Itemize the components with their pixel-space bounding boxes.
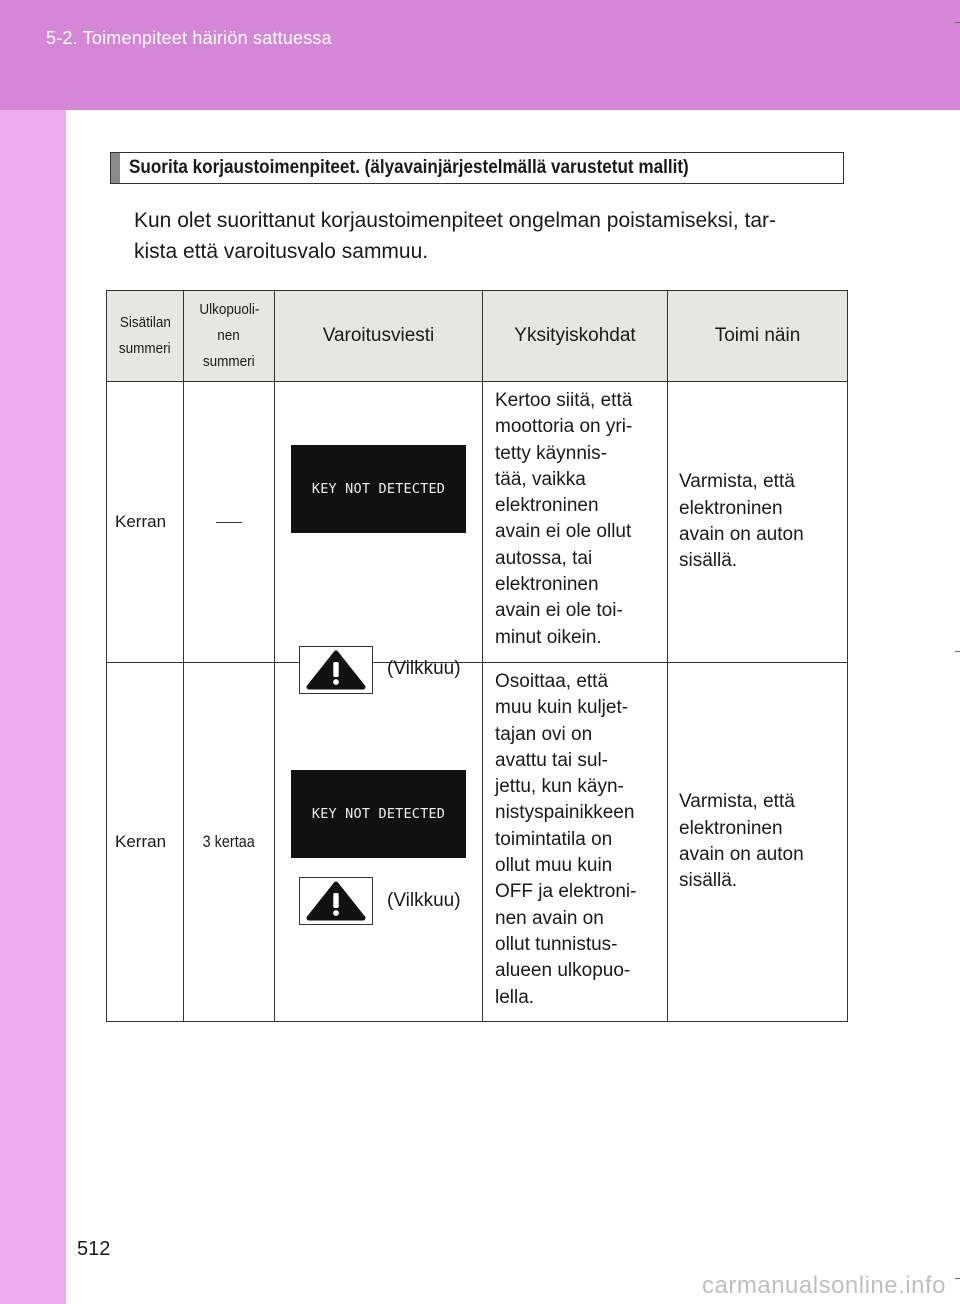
header-internal-l2: summeri bbox=[119, 340, 171, 357]
warning-light-box bbox=[299, 877, 373, 925]
header-band bbox=[0, 0, 960, 110]
detail-line: ollut tunnistus- bbox=[495, 933, 618, 955]
external-buzzer-count: 3 kertaa bbox=[202, 832, 256, 851]
dash-none bbox=[216, 522, 242, 523]
detail-line: nistyspainikkeen bbox=[495, 802, 635, 824]
warning-message-cell bbox=[275, 663, 483, 1022]
details-cell bbox=[483, 382, 668, 663]
internal-buzzer-cell: Kerran bbox=[107, 382, 184, 663]
detail-line: Osoittaa, että bbox=[495, 671, 609, 692]
detail-line: toimintatila on bbox=[495, 828, 613, 850]
detail-line: tetty käynnis- bbox=[495, 442, 607, 464]
detail-line: alueen ulkopuo- bbox=[495, 960, 631, 982]
message-visual bbox=[275, 382, 482, 679]
detail-line: avain ei ole toi- bbox=[495, 600, 623, 622]
blink-label: (Vilkkuu) bbox=[387, 658, 461, 679]
action-cell bbox=[668, 663, 848, 1022]
action-line: sisällä. bbox=[679, 550, 738, 572]
intro-line-1: Kun olet suorittanut korjaustoimenpiteet ongelman poistamiseksi, tar- bbox=[134, 209, 776, 232]
detail-line: elektroninen bbox=[495, 495, 599, 517]
lcd-display: KEY NOT DETECTED bbox=[291, 445, 466, 533]
table-row bbox=[107, 382, 848, 663]
action-cell bbox=[668, 382, 848, 663]
intro-line-2: kista että varoitusvalo sammuu. bbox=[134, 240, 429, 263]
section-title-text: Suorita korjaustoimenpiteet. (älyavainjärjestelmällä varustetut mallit) bbox=[129, 157, 689, 178]
crop-mark bbox=[955, 651, 960, 652]
detail-line: moottoria on yri- bbox=[495, 416, 633, 438]
header-external-l1: Ulkopuoli- bbox=[198, 301, 260, 318]
header-external-l3: summeri bbox=[203, 353, 255, 370]
blink-label: (Vilkkuu) bbox=[387, 890, 461, 911]
detail-line: nen avain on bbox=[495, 907, 604, 929]
details-cell bbox=[483, 663, 668, 1022]
detail-line: OFF ja elektroni- bbox=[495, 881, 637, 903]
side-band bbox=[0, 110, 66, 1304]
message-visual bbox=[275, 663, 482, 1021]
detail-line: muu kuin kuljet- bbox=[495, 697, 629, 719]
watermark: carmanualsonline.info bbox=[702, 1272, 946, 1299]
header-internal-buzzer bbox=[107, 291, 184, 382]
warning-table bbox=[106, 290, 848, 1022]
internal-buzzer-cell: Kerran bbox=[107, 663, 184, 1022]
header-action: Toimi näin bbox=[668, 291, 848, 382]
detail-line: elektroninen bbox=[495, 574, 599, 596]
detail-line: ollut muu kuin bbox=[495, 855, 613, 877]
page-number: 512 bbox=[77, 1238, 111, 1260]
lcd-display: KEY NOT DETECTED bbox=[291, 770, 466, 858]
detail-line: minut oikein. bbox=[495, 626, 602, 648]
action-line: avain on auton bbox=[679, 844, 804, 865]
table-header-row bbox=[107, 291, 848, 382]
header-message: Varoitusviesti bbox=[275, 291, 483, 382]
action-line: Varmista, että bbox=[679, 471, 795, 493]
header-details: Yksityiskohdat bbox=[483, 291, 668, 382]
crop-mark bbox=[955, 22, 960, 23]
external-buzzer-cell bbox=[184, 382, 275, 663]
header-internal-l1: Sisätilan bbox=[119, 314, 171, 331]
detail-line: tajan ovi on bbox=[495, 723, 593, 745]
detail-line: avattu tai sul- bbox=[495, 749, 608, 771]
section-title bbox=[110, 152, 844, 184]
action-line: Varmista, että bbox=[679, 791, 795, 813]
detail-line: avain ei ole ollut bbox=[495, 521, 632, 543]
intro-paragraph bbox=[134, 205, 854, 267]
detail-line: lella. bbox=[495, 986, 535, 1008]
detail-line: Kertoo siitä, että bbox=[495, 390, 633, 411]
section-title-bar bbox=[111, 153, 120, 183]
external-buzzer-cell bbox=[184, 663, 275, 1022]
action-line: sisällä. bbox=[679, 870, 738, 892]
detail-line: autossa, tai bbox=[495, 547, 593, 569]
detail-line: jettu, kun käyn- bbox=[495, 776, 624, 798]
header-external-l2: nen bbox=[217, 327, 241, 344]
warning-message-cell bbox=[275, 382, 483, 679]
crop-mark bbox=[955, 1278, 960, 1279]
warning-triangle-icon bbox=[305, 881, 367, 921]
header-external-buzzer bbox=[184, 291, 275, 382]
breadcrumb: 5-2. Toimenpiteet häiriön sattuessa bbox=[46, 28, 332, 48]
table-row bbox=[107, 663, 848, 1022]
detail-line: tää, vaikka bbox=[495, 468, 586, 490]
action-line: elektroninen bbox=[679, 497, 783, 519]
action-line: elektroninen bbox=[679, 817, 783, 839]
action-line: avain on auton bbox=[679, 524, 804, 545]
